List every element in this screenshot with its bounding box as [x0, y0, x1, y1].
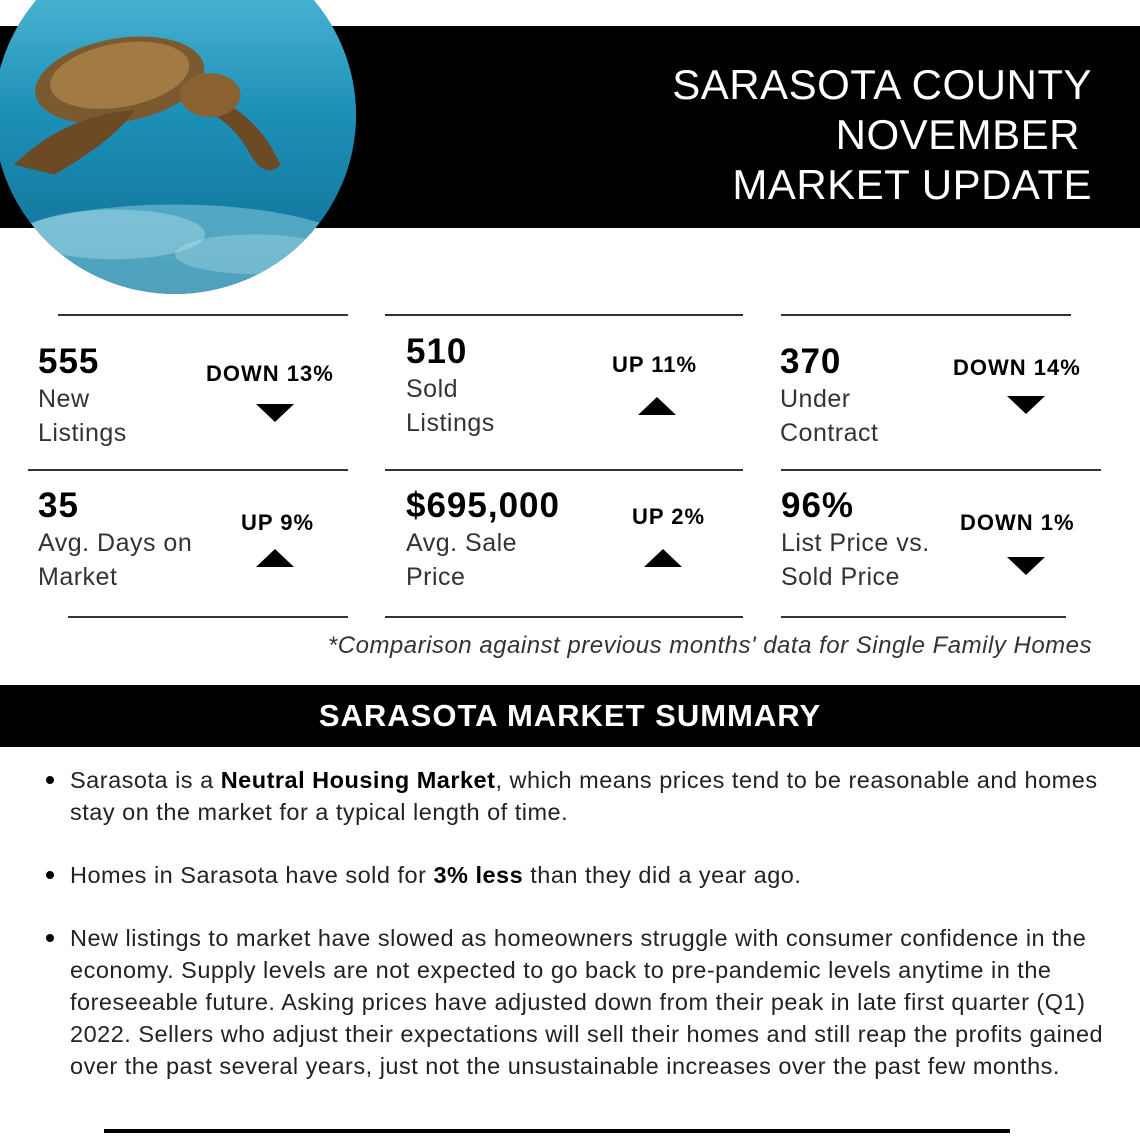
stat-days-on-market [38, 486, 192, 594]
stat-label: Sold [406, 375, 459, 403]
summary-heading: SARASOTA MARKET SUMMARY [0, 685, 1140, 747]
stat-label: Avg. Sale [406, 529, 518, 557]
down-arrow-icon [256, 404, 294, 422]
list-item [40, 764, 1110, 828]
up-arrow-icon [644, 549, 682, 567]
change-label: UP 11% [612, 352, 698, 377]
rule-top-2 [385, 314, 743, 316]
stat-label: Contract [780, 419, 879, 447]
bullet-text: than they did a year ago. [523, 862, 802, 888]
rule-top-3 [781, 314, 1071, 316]
title-line-1: SARASOTA COUNTY [672, 61, 1092, 108]
stat-label: Price [406, 563, 466, 591]
stat-label: Listings [406, 409, 495, 437]
comparison-footnote: *Comparison against previous months' data for Single Family Homes [327, 632, 1092, 659]
title-line-3: MARKET UPDATE [732, 161, 1092, 208]
rule-mid-1 [28, 469, 348, 471]
stat-value: 96% [781, 486, 855, 525]
rule-top-1 [58, 314, 348, 316]
rule-mid-3 [781, 469, 1101, 471]
stat-value: 35 [38, 486, 79, 525]
stat-label: Under [780, 385, 851, 413]
stat-label: Listings [38, 419, 127, 447]
change-label: DOWN 13% [206, 361, 334, 386]
bullet-text: , which means prices tend to be reasonable and homes stay on the market for a typical length of time. [70, 767, 1098, 825]
stat-value: 510 [406, 332, 468, 371]
stat-label: Avg. Days on [38, 529, 193, 557]
bullet-text: New listings to market have slowed as homeowners struggle with consumer confidence in the economy. Supply levels are not expected to go back to pre-pandemic levels anytime in the foreseeable future. Asking prices have adjusted down from their peak in late first quarter (Q1) 2022. Sellers who adjust their expectations will sell their homes and still reap the profits gained over the past several years, just not the unsustainable increases over the past few months. [70, 925, 1104, 1079]
list-item [40, 859, 1110, 891]
change-label: DOWN 14% [953, 355, 1081, 380]
stat-value: $695,000 [406, 486, 560, 525]
change-label: UP 9% [241, 510, 315, 535]
stat-value: 370 [780, 342, 842, 381]
stat-list-vs-sold [781, 486, 930, 594]
bullet-icon [46, 776, 54, 784]
bullet-text: Homes in Sarasota have sold for [70, 862, 434, 888]
rule-bot-2 [385, 616, 743, 618]
rule-bot-1 [68, 616, 348, 618]
up-arrow-icon [256, 549, 294, 567]
stat-label: Market [38, 563, 118, 591]
stat-value: 555 [38, 342, 100, 381]
stat-under-contract [780, 342, 878, 450]
up-arrow-icon [638, 397, 676, 415]
stat-avg-sale-price [406, 486, 560, 594]
title-line-2: NOVEMBER [835, 111, 1080, 158]
down-arrow-icon [1007, 396, 1045, 414]
bullet-icon [46, 871, 54, 879]
bullet-icon [46, 934, 54, 942]
bullet-text: Sarasota is a [70, 767, 221, 793]
rule-bot-3 [781, 616, 1066, 618]
bottom-divider [104, 1129, 1010, 1133]
bullet-bold-text: Neutral Housing Market [220, 767, 496, 793]
change-label: UP 2% [632, 504, 706, 529]
change-label: DOWN 1% [960, 510, 1075, 535]
rule-mid-2 [385, 469, 743, 471]
stat-label: List Price vs. [781, 529, 930, 557]
stat-label: Sold Price [781, 563, 900, 591]
bullet-bold-text: 3% less [433, 862, 524, 888]
page-title [672, 60, 1092, 210]
list-item [40, 922, 1110, 1082]
stat-sold-listings [406, 332, 495, 440]
stat-new-listings [38, 342, 127, 450]
sea-turtle-photo [0, 0, 356, 294]
summary-list [40, 764, 1110, 1113]
down-arrow-icon [1007, 557, 1045, 575]
stat-label: New [38, 385, 90, 413]
